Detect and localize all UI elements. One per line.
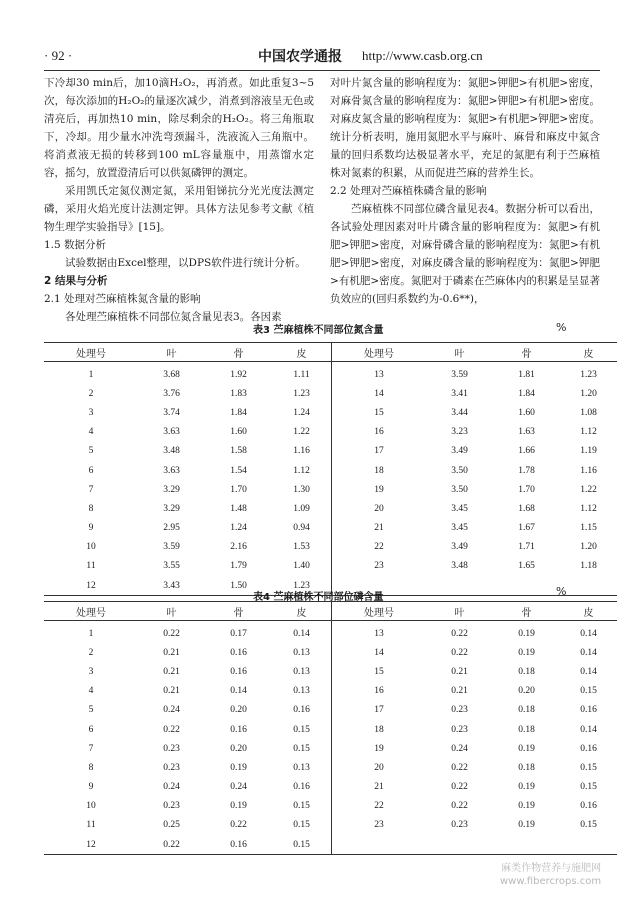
table-cell: 0.14 — [580, 724, 597, 735]
table-cell: 0.16 — [272, 701, 332, 720]
table-cell: 18 — [374, 724, 384, 735]
table-cell: 1.09 — [272, 499, 332, 518]
table-cell: 0.22 — [451, 762, 468, 773]
table-row — [44, 835, 617, 855]
table-cell: 1.66 — [518, 446, 535, 457]
table-cell: 17 — [374, 705, 384, 716]
table-cell: 19 — [374, 743, 384, 754]
table-cell: 0.20 — [230, 705, 247, 716]
table-row — [44, 384, 617, 403]
table-cell: 0.14 — [272, 621, 332, 644]
watermark-line2: www.fibercrops.com — [500, 876, 602, 887]
table4-unit: % — [556, 585, 567, 598]
table-row — [44, 499, 617, 518]
table-row — [44, 778, 617, 797]
table-cell: 0.19 — [230, 762, 247, 773]
column-header: 处理号 — [44, 343, 138, 362]
table-cell: 1 — [88, 369, 94, 380]
table-cell: 0.24 — [163, 782, 180, 793]
table-cell: 3.44 — [451, 407, 468, 418]
table-cell: 1.65 — [518, 561, 535, 572]
table-cell: 3.50 — [451, 484, 468, 495]
table-row — [44, 423, 617, 442]
table-cell: 0.22 — [451, 647, 468, 658]
table-cell: 2 — [88, 647, 94, 658]
table-row — [44, 621, 617, 644]
column-header: 皮 — [272, 602, 332, 621]
table-cell: 0.15 — [580, 820, 597, 831]
table-cell: 1.12 — [580, 503, 597, 514]
table-cell: 0.18 — [518, 762, 535, 773]
table-cell: 5 — [88, 446, 94, 457]
table-cell: 3 — [88, 666, 94, 677]
table-cell: 1.63 — [518, 427, 535, 438]
table-cell: 0.16 — [230, 666, 247, 677]
table-cell: 0.16 — [580, 705, 597, 716]
header-rule — [44, 70, 600, 71]
table-cell: 3.45 — [451, 523, 468, 534]
table-cell: 3.59 — [163, 542, 180, 553]
table-cell: 9 — [88, 523, 94, 534]
table-row — [44, 643, 617, 662]
table-cell: 14 — [374, 388, 384, 399]
watermark-line1: 麻类作物营养与施肥网 — [501, 863, 602, 874]
table-row — [44, 403, 617, 422]
table-cell: 3.23 — [451, 427, 468, 438]
table-cell: 0.14 — [230, 686, 247, 697]
table-cell: 0.13 — [272, 758, 332, 777]
table-cell: 1.40 — [272, 557, 332, 576]
table-cell — [560, 576, 617, 596]
table-cell: 17 — [374, 446, 384, 457]
table-cell — [332, 835, 427, 855]
table-header-row — [44, 343, 617, 362]
table-cell: 0.17 — [230, 628, 247, 639]
table-cell: 3.48 — [451, 561, 468, 572]
table-cell: 0.16 — [580, 801, 597, 812]
table4-caption: 表4 苎麻植株不同部位磷含量 — [253, 592, 384, 603]
table-cell: 0.21 — [163, 647, 180, 658]
table-cell: 23 — [374, 820, 384, 831]
table-cell: 1.20 — [580, 542, 597, 553]
table-row — [44, 758, 617, 777]
table-cell: 1.23 — [580, 369, 597, 380]
right-column — [330, 74, 600, 308]
table-cell: 0.16 — [580, 743, 597, 754]
table-cell — [426, 835, 493, 855]
table-cell: 3.76 — [163, 388, 180, 399]
table4 — [44, 601, 617, 855]
column-header: 处理号 — [332, 602, 427, 621]
table-cell: 0.16 — [272, 778, 332, 797]
section-heading-2: 2 结果与分析 — [44, 275, 108, 287]
paragraph: 试验数据由Excel整理，以DPS软件进行统计分析。 — [65, 257, 306, 269]
table-cell: 1.48 — [230, 503, 247, 514]
table-row — [44, 816, 617, 835]
table-cell: 4 — [88, 427, 94, 438]
table-cell: 0.20 — [230, 743, 247, 754]
table-cell: 1.84 — [230, 407, 247, 418]
table-cell: 20 — [374, 503, 384, 514]
table-cell: 0.24 — [451, 743, 468, 754]
table-cell: 18 — [374, 465, 384, 476]
table-cell: 0.22 — [163, 724, 180, 735]
table-cell: 8 — [88, 503, 94, 514]
paragraph: 各处理苎麻植株不同部位氮含量见表3。各因素 — [65, 311, 282, 323]
table-cell: 0.13 — [272, 682, 332, 701]
table-cell: 0.19 — [518, 647, 535, 658]
table-cell: 1.12 — [580, 427, 597, 438]
table-cell: 3.43 — [138, 576, 205, 596]
table-cell: 0.24 — [230, 782, 247, 793]
table-cell: 1.24 — [272, 403, 332, 422]
table-cell: 1.16 — [580, 465, 597, 476]
column-header: 皮 — [560, 343, 617, 362]
table-cell: 0.19 — [518, 782, 535, 793]
table-cell: 0.22 — [138, 835, 205, 855]
table-cell: 0.15 — [580, 686, 597, 697]
paragraph: 对叶片氮含量的影响程度为：氮肥>钾肥>有机肥>密度，对麻骨氮含量的影响程度为：氮肥>钾肥>有机肥>密度。对麻皮氮含量的影响程度为：氮肥>有机肥>钾肥>密度。统计分析表明，施用氮肥水平与麻叶、麻骨和麻皮中氮含量的回归系数均达极显著水平，充足的氮肥有利于苎麻植株对氮素的积累，从而促进苎麻的营养生长。 — [330, 77, 600, 179]
table-cell: 16 — [374, 427, 384, 438]
journal-name: 中国农学通报 — [258, 49, 342, 65]
table-cell: 3.59 — [451, 369, 468, 380]
table-cell: 21 — [374, 782, 384, 793]
table-cell: 1.58 — [230, 446, 247, 457]
table-cell: 2.95 — [163, 523, 180, 534]
table-cell: 1.11 — [272, 362, 332, 385]
table-cell: 1.71 — [518, 542, 535, 553]
table3-unit: % — [556, 321, 567, 334]
table-cell: 0.23 — [163, 743, 180, 754]
table-cell: 19 — [374, 484, 384, 495]
table-cell: 1.16 — [272, 442, 332, 461]
section-heading-2-2: 2.2 处理对苎麻植株磷含量的影响 — [330, 185, 487, 197]
table-cell: 6 — [88, 465, 94, 476]
table-cell: 0.15 — [272, 720, 332, 739]
table-cell: 0.19 — [230, 801, 247, 812]
column-header: 皮 — [272, 343, 332, 362]
table-cell: 1.20 — [580, 388, 597, 399]
table-header-row — [44, 602, 617, 621]
table-cell: 8 — [88, 762, 94, 773]
table-cell: 0.13 — [272, 662, 332, 681]
table-cell: 1.22 — [272, 423, 332, 442]
table-cell: 1.78 — [518, 465, 535, 476]
table-row — [44, 662, 617, 681]
table-cell: 0.94 — [272, 519, 332, 538]
table-cell: 2 — [88, 388, 94, 399]
table-cell: 0.20 — [518, 686, 535, 697]
table-cell: 4 — [88, 686, 94, 697]
table-cell: 1.08 — [580, 407, 597, 418]
table3-caption: 表3 苎麻植株不同部位氮含量 — [253, 325, 384, 336]
table-cell: 0.18 — [518, 666, 535, 677]
paragraph: 苎麻植株不同部位磷含量见表4。数据分析可以看出，各试验处理因素对叶片磷含量的影响程度为：氮肥>有机肥>钾肥>密度，对麻骨磷含量的影响程度为：氮肥>有机肥>钾肥>密度，对麻皮磷含量的影响程度为：氮肥>钾肥>有机肥>密度。氮肥对于磷素在苎麻体内的积累是呈显著负效应的(回归系数约为-0.6**)， — [330, 203, 600, 305]
table-cell: 1.84 — [518, 388, 535, 399]
table-cell: 10 — [86, 801, 96, 812]
column-header: 骨 — [493, 602, 560, 621]
left-column — [44, 74, 314, 326]
table-cell: 1.70 — [230, 484, 247, 495]
table-cell: 13 — [374, 628, 384, 639]
table-cell: 14 — [374, 647, 384, 658]
table-cell: 0.15 — [272, 739, 332, 758]
table-cell: 0.18 — [518, 724, 535, 735]
table-cell: 0.18 — [518, 705, 535, 716]
table-cell: 22 — [374, 542, 384, 553]
table-cell: 0.22 — [451, 801, 468, 812]
table-cell: 3.41 — [451, 388, 468, 399]
table-cell: 0.14 — [580, 628, 597, 639]
table-cell: 15 — [374, 666, 384, 677]
column-header: 叶 — [426, 602, 493, 621]
table-cell: 1.19 — [580, 446, 597, 457]
table-cell: 1.53 — [272, 538, 332, 557]
table-cell: 12 — [44, 576, 138, 596]
table-cell: 0.24 — [163, 705, 180, 716]
table-row — [44, 442, 617, 461]
table-cell: 0.15 — [272, 835, 332, 855]
table-cell: 3.29 — [163, 503, 180, 514]
table-cell: 16 — [374, 686, 384, 697]
table-cell: 1.68 — [518, 503, 535, 514]
table-cell: 1.67 — [518, 523, 535, 534]
table-row — [44, 557, 617, 576]
column-header: 骨 — [493, 343, 560, 362]
section-heading-2-1: 2.1 处理对苎麻植株氮含量的影响 — [44, 293, 201, 305]
table-cell: 0.19 — [518, 801, 535, 812]
column-header: 叶 — [138, 343, 205, 362]
table-row — [44, 538, 617, 557]
table-cell: 1.23 — [272, 384, 332, 403]
table-cell: 20 — [374, 762, 384, 773]
table-cell: 0.16 — [230, 647, 247, 658]
table-cell: 11 — [86, 561, 96, 572]
table-cell: 21 — [374, 523, 384, 534]
watermark — [500, 862, 601, 888]
table-cell: 3.45 — [451, 503, 468, 514]
table-cell: 0.22 — [451, 628, 468, 639]
table-cell: 0.23 — [451, 705, 468, 716]
table-cell: 13 — [374, 369, 384, 380]
section-heading-1-5: 1.5 数据分析 — [44, 239, 107, 251]
table-cell: 15 — [374, 407, 384, 418]
table-cell: 6 — [88, 724, 94, 735]
table-cell: 7 — [88, 743, 94, 754]
table-cell: 3.63 — [163, 465, 180, 476]
table-cell: 0.21 — [163, 686, 180, 697]
table-cell: 0.14 — [580, 666, 597, 677]
table-cell: 1.23 — [272, 576, 332, 596]
table-cell: 3.74 — [163, 407, 180, 418]
table-cell: 1.30 — [272, 480, 332, 499]
column-header: 皮 — [560, 602, 617, 621]
table-cell: 0.21 — [451, 686, 468, 697]
table-cell: 3.49 — [451, 446, 468, 457]
table-cell: 1.60 — [518, 407, 535, 418]
table-cell: 3.49 — [451, 542, 468, 553]
page-header — [44, 46, 600, 68]
table-cell: 22 — [374, 801, 384, 812]
table-cell: 1.18 — [580, 561, 597, 572]
table-cell: 3.55 — [163, 561, 180, 572]
table-cell: 0.19 — [518, 820, 535, 831]
table-cell: 3.63 — [163, 427, 180, 438]
table-cell: 3.50 — [451, 465, 468, 476]
column-header: 处理号 — [332, 343, 427, 362]
table-cell: 0.13 — [272, 643, 332, 662]
table-cell: 1.60 — [230, 427, 247, 438]
table-cell: 1.70 — [518, 484, 535, 495]
table-cell: 0.22 — [451, 782, 468, 793]
table-row — [44, 701, 617, 720]
table-cell — [560, 835, 617, 855]
page-number: · 92 · — [44, 48, 73, 63]
table-cell: 1.50 — [205, 576, 272, 596]
table-cell: 5 — [88, 705, 94, 716]
table-cell: 1 — [88, 628, 94, 639]
table-cell: 3.29 — [163, 484, 180, 495]
table-cell: 1.24 — [230, 523, 247, 534]
table-cell: 0.16 — [205, 835, 272, 855]
table-cell: 0.21 — [163, 666, 180, 677]
paragraph: 采用凯氏定氮仪测定氮，采用钼锑抗分光光度法测定磷，采用火焰光度计法测定钾。具体方法见参考文献《植物生理学实验指导》[15]。 — [44, 185, 314, 233]
table3 — [44, 342, 617, 596]
table-cell: 7 — [88, 484, 94, 495]
table-cell: 0.22 — [163, 628, 180, 639]
table-cell: 3.68 — [163, 369, 180, 380]
column-header: 叶 — [426, 343, 493, 362]
table-cell — [493, 835, 560, 855]
table-cell: 1.22 — [580, 484, 597, 495]
table-cell: 3 — [88, 407, 94, 418]
table-cell: 11 — [86, 820, 96, 831]
table-cell: 23 — [374, 561, 384, 572]
table-cell — [493, 576, 560, 596]
table-cell: 0.14 — [580, 647, 597, 658]
table-cell: 0.21 — [451, 666, 468, 677]
table-cell: 0.25 — [163, 820, 180, 831]
table-cell: 1.92 — [230, 369, 247, 380]
table-cell: 10 — [86, 542, 96, 553]
table-cell: 1.83 — [230, 388, 247, 399]
column-header: 骨 — [205, 602, 272, 621]
table-cell: 0.23 — [451, 820, 468, 831]
table-cell: 0.23 — [163, 762, 180, 773]
table-row — [44, 480, 617, 499]
table-cell: 0.23 — [163, 801, 180, 812]
table-row — [44, 720, 617, 739]
table-row — [44, 362, 617, 385]
table-cell: 0.15 — [272, 816, 332, 835]
journal-url[interactable]: http://www.casb.org.cn — [362, 48, 483, 63]
table-cell: 1.54 — [230, 465, 247, 476]
table-row — [44, 461, 617, 480]
paragraph: 下冷却30 min后，加10滴H₂O₂，再消煮。如此重复3~5次，每次添加的H₂O₂的量逐次减少，消煮到溶液呈无色或清亮后，再加热10 min，除尽剩余的H₂O₂。将三角瓶取下，冷却。用少量水冲洗弯颈漏斗，洗液流入三角瓶中。将消煮液无损的转移到100 mL容量瓶中，用蒸馏水定容，摇匀，放置澄清后可以供氮磷钾的测定。 — [44, 77, 314, 179]
table-cell: 2.16 — [230, 542, 247, 553]
table-cell: 1.12 — [272, 461, 332, 480]
table-cell: 0.15 — [580, 782, 597, 793]
table-row — [44, 519, 617, 538]
table-row — [44, 797, 617, 816]
table-cell: 1.79 — [230, 561, 247, 572]
table-cell — [426, 576, 493, 596]
table-cell: 1.15 — [580, 523, 597, 534]
table-row — [44, 682, 617, 701]
table-cell: 0.16 — [230, 724, 247, 735]
table-cell: 0.23 — [451, 724, 468, 735]
table-cell: 0.22 — [230, 820, 247, 831]
column-header: 处理号 — [44, 602, 138, 621]
table-cell: 0.19 — [518, 628, 535, 639]
table-row — [44, 739, 617, 758]
column-header: 叶 — [138, 602, 205, 621]
table-cell: 12 — [44, 835, 138, 855]
table-cell: 0.15 — [580, 762, 597, 773]
table-cell: 9 — [88, 782, 94, 793]
table-cell: 0.19 — [518, 743, 535, 754]
table-cell: 1.81 — [518, 369, 535, 380]
column-header: 骨 — [205, 343, 272, 362]
table-cell: 0.15 — [272, 797, 332, 816]
table-cell: 3.48 — [163, 446, 180, 457]
